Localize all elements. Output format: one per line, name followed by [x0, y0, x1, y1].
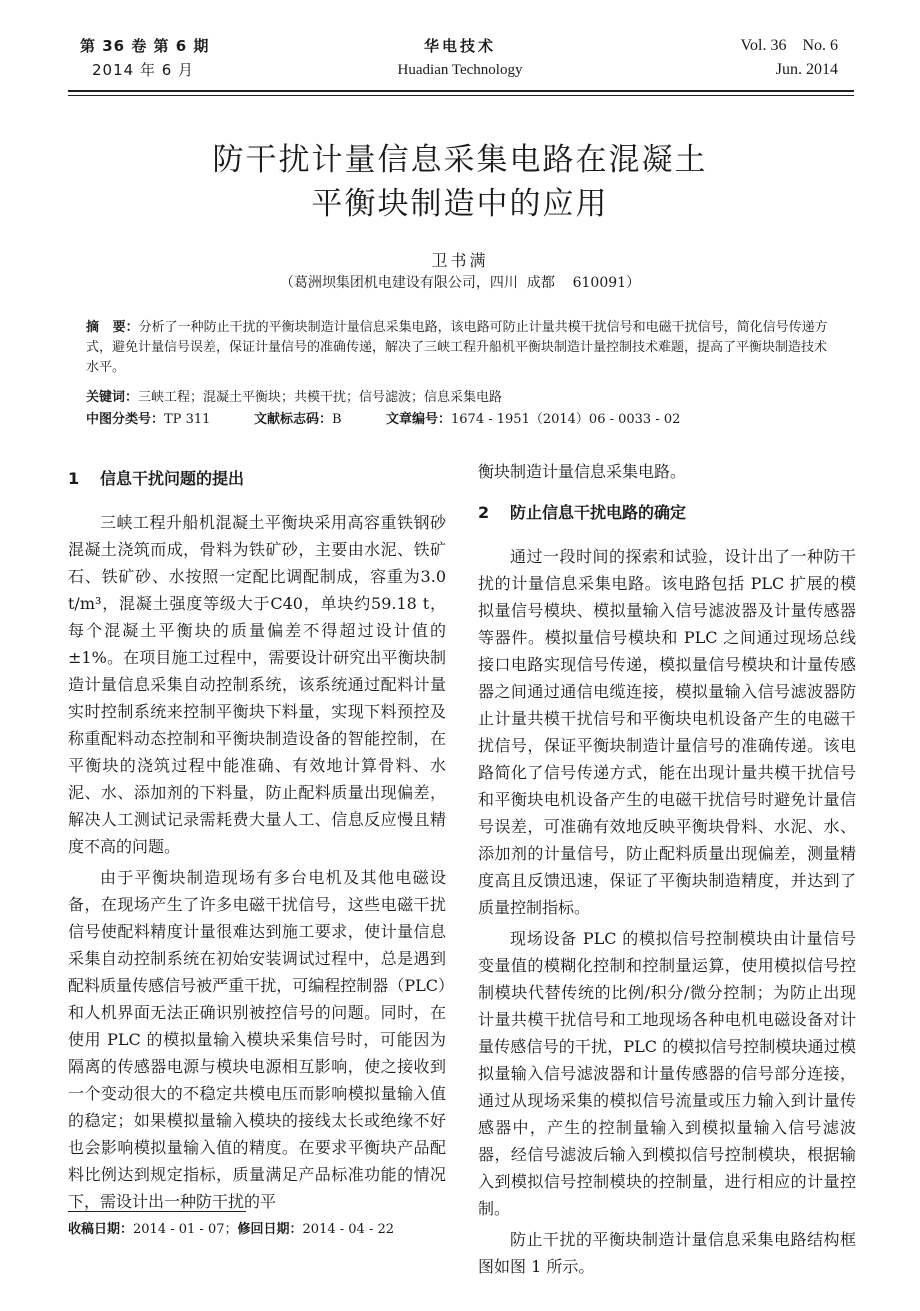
- doc-code-label: 文献标志码：: [254, 412, 333, 427]
- abstract-label: 摘 要：: [86, 320, 139, 335]
- keywords-label: 关键词：: [86, 390, 139, 405]
- article-title: [0, 138, 920, 226]
- title-line-2: 平衡块制造中的应用: [311, 186, 609, 222]
- footnote-dates: [68, 1218, 394, 1237]
- section-2-number: 2: [478, 503, 490, 522]
- journal-name-en: Huadian Technology: [397, 62, 523, 78]
- doc-code-value: B: [332, 412, 342, 427]
- article-no-entry: [386, 410, 680, 430]
- journal-name-cn: 华电技术: [423, 37, 496, 55]
- footnote-separator: ；: [224, 1222, 238, 1237]
- date-en-line: Jun. 2014: [775, 61, 838, 78]
- clc-label: 中图分类号：: [86, 412, 165, 427]
- title-line-1: 防干扰计量信息采集电路在混凝土: [212, 142, 708, 178]
- author: 卫书满: [431, 251, 489, 270]
- header-rule-thick: [68, 90, 854, 92]
- header-rule-thin: [68, 95, 854, 96]
- footnote-rule: [68, 1211, 246, 1212]
- received-label: 收稿日期：: [68, 1222, 134, 1237]
- keywords: [86, 388, 838, 408]
- date-line: 2014 年 6 月: [92, 61, 195, 79]
- left-column: [68, 465, 446, 1215]
- article-no-value: 1674 - 1951（2014）06 - 0033 - 02: [451, 412, 681, 427]
- revised-label: 修回日期：: [237, 1222, 303, 1237]
- affiliation: （葛洲坝集团机电建设有限公司，四川 成都 610091）: [279, 275, 641, 291]
- section-1-title: 信息干扰问题的提出: [100, 469, 245, 488]
- revised-date: 2014 - 04 - 22: [302, 1222, 395, 1237]
- section-2-heading: [478, 499, 856, 543]
- doc-code-entry: [254, 410, 342, 430]
- section-1-heading: [68, 465, 446, 509]
- section-2-paragraph-2: 现场设备 PLC 的模拟信号控制模块由计量信号变量值的模糊化控制和控制量运算，使用模拟信号控制模块代替传统的比例/积分/微分控制；为防止出现计量共模干扰信号和工地现场各种电机电磁设备对计量传感信号的干扰，PLC 的模拟信号控制模块通过模拟量输入信号滤波器和计量传感器的信号部分连接，通过从现场采集的模拟信号流量或压力输入到计量传感器中，产生的控制量输入到模拟量输入信号滤波器，经信号滤波后输入到模拟信号控制模块，根据输入到模拟信号控制模块的控制量，进行相应的计量控制。: [478, 929, 856, 1218]
- section-1-paragraph-1: 三峡工程升船机混凝土平衡块采用高容重铁钢砂混凝土浇筑而成，骨料为铁矿砂，主要由水泥、铁矿石、铁矿砂、水按照一定配比调配制成，容重为3.0 t/m³，混凝土强度等级大于C40，单块约59.18 t，每个混凝土平衡块的质量偏差不得超过设计值的±1%。在项目施工过程中，需要设计研究出平衡块制造计量信息采集自动控制系统，该系统通过配料计量实时控制系统来控制平衡块下料量，实现下料预控及称重配料动态控制和平衡块制造设备的智能控制，在平衡块的浇筑过程中能准确、有效地计算骨料、水泥、水、添加剂的下料量，防止配料质量出现偏差，解决人工测试记录需耗费大量人工、信息反应慢且精度不高的问题。: [68, 513, 446, 856]
- volume-issue-en-line: Vol. 36 No. 6: [740, 37, 838, 54]
- abstract-text: 分析了一种防止干扰的平衡块制造计量信息采集电路，该电路可防止计量共模干扰信号和电磁干扰信号，简化信号传递方式，避免计量信号误差，保证计量信号的准确传递，解决了三峡工程升船机平衡块制造计量控制技术难题，提高了平衡块制造技术水平。: [86, 320, 828, 375]
- clc-value: TP 311: [164, 412, 211, 427]
- section-2-title: 防止信息干扰电路的确定: [510, 503, 687, 522]
- right-column: [478, 458, 856, 1280]
- clc-entry: [86, 410, 210, 430]
- section-1-continuation: 衡块制造计量信息采集电路。: [478, 462, 687, 481]
- volume-issue-line: 第 36 卷 第 6 期: [80, 37, 210, 55]
- section-2-paragraph-1: 通过一段时间的探索和试验，设计出了一种防干扰的计量信息采集电路。该电路包括 PLC 扩展的模拟量信号模块、模拟量输入信号滤波器及计量传感器等器件。模拟量信号模块和 PLC 之间通过现场总线接口电路实现信号传递，模拟量信号模块和计量传感器之间通过通信电缆连接，模拟量输入信号滤波器防止计量共模干扰信号和平衡块电机设备产生的电磁干扰信号，保证平衡块制造计量信号的准确传递。该电路简化了信号传递方式，能在出现计量共模干扰信号和平衡块电机设备产生的电磁干扰信号时避免计量信号误差，可准确有效地反映平衡块骨料、水泥、水、添加剂的计量信号，防止配料质量出现偏差，测量精度高且反馈迅速，保证了平衡块制造精度，并达到了质量控制指标。: [478, 547, 856, 917]
- section-1-paragraph-2: 由于平衡块制造现场有多台电机及其他电磁设备，在现场产生了许多电磁干扰信号，这些电磁干扰信号使配料精度计量很难达到施工要求，使计量信息采集自动控制系统在初始安装调试过程中，总是遇到配料质量传感信号被严重干扰，可编程控制器（PLC）和人机界面无法正确识别被控信号的问题。同时，在使用 PLC 的模拟量输入模块采集信号时，可能因为隔离的传感器电源与模块电源相互影响，使之接收到一个变动很大的不稳定共模电压而影响模拟量输入值的稳定；如果模拟量输入模块的接线太长或绝缘不好也会影响模拟量输入值的精度。在要求平衡块产品配料比例达到规定指标，质量满足产品标准功能的情况下，需设计出一种防干扰的平: [68, 868, 446, 1211]
- article-no-label: 文章编号：: [386, 412, 452, 427]
- volume-issue-en: [741, 34, 839, 82]
- section-1-number: 1: [68, 469, 80, 488]
- keywords-text: 三峡工程；混凝土平衡块；共模干扰；信号滤波；信息采集电路: [138, 390, 503, 405]
- section-2-paragraph-3: 防止干扰的平衡块制造计量信息采集电路结构框图如图 1 所示。: [478, 1230, 856, 1276]
- received-date: 2014 - 01 - 07: [133, 1222, 225, 1237]
- abstract: [86, 318, 838, 378]
